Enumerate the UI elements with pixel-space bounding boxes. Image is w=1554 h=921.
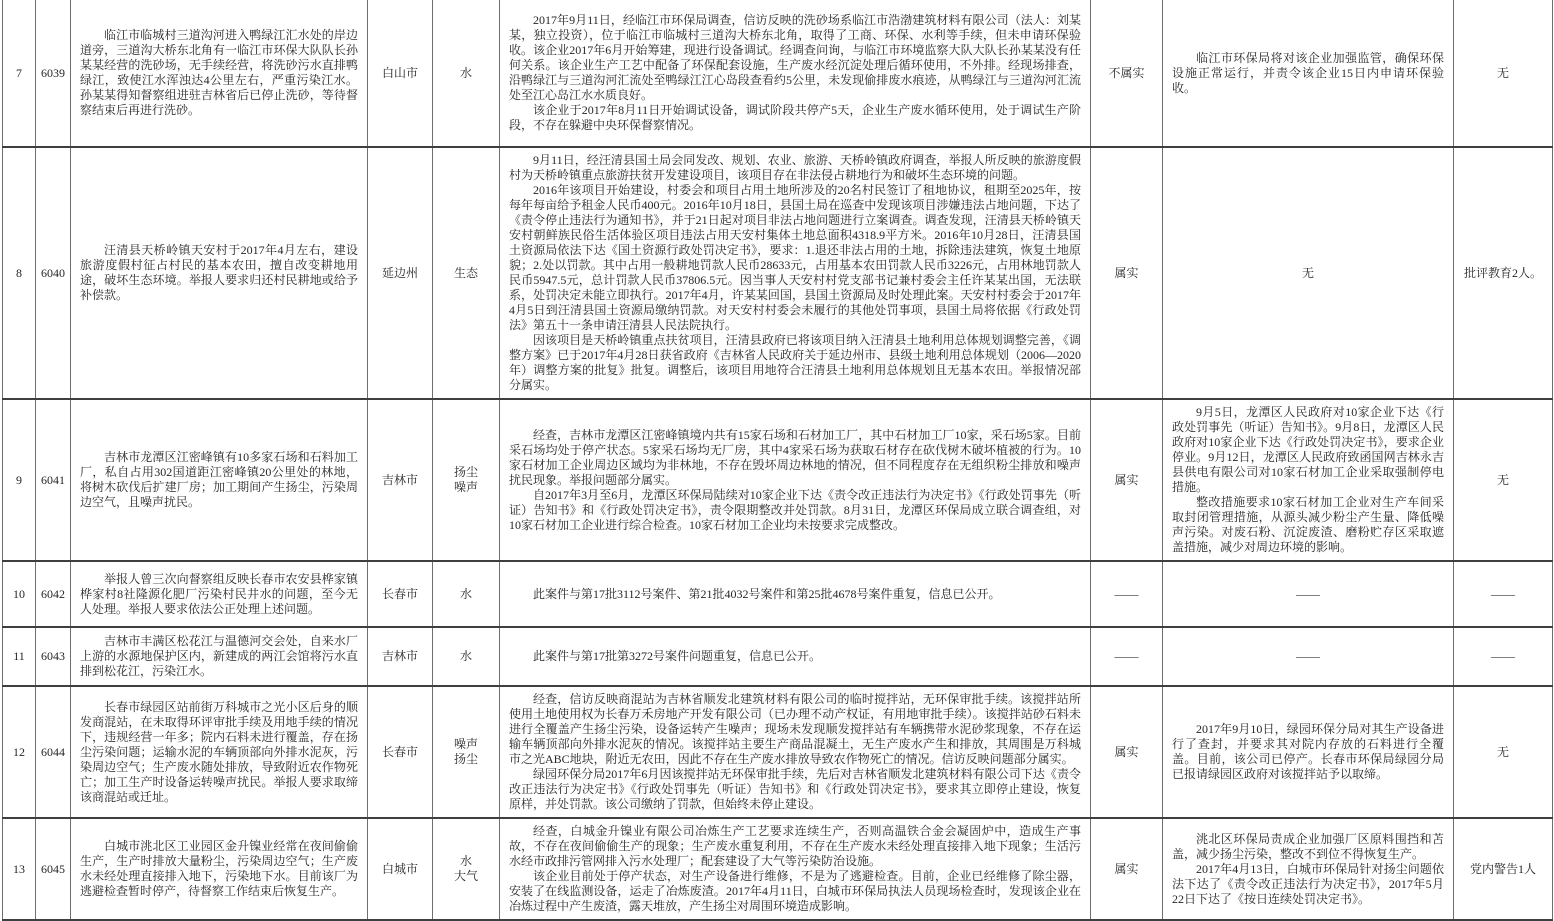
handling-cell (1163, 627, 1454, 686)
seq-cell (3, 0, 36, 147)
investigation-cell-paragraph: 经查，吉林市龙潭区江密峰镇境内共有15家石场和石材加工厂，其中石材加工厂10家，采石场5家。目前采石场均处于停产状态。5家采石场均无厂房，其中4家采石场为获取石材存在砍伐树木破坏植被的行为。10家石材加工企业周边区域均为非林地，不存在毁坏周边林地的情况，但不同程度存在无组织粉尘排放和噪声扰民现象。举报问题部分属实。 (509, 427, 1081, 487)
category-line: 扬尘 (453, 465, 478, 479)
complaint-cell-paragraph: 吉林市龙潭区江密峰镇有10多家石场和石料加工厂，私自占用302国道距江密峰镇20公里处的林地，将树木砍伐后扩建厂房；加工期间产生扬尘，污染周边空气，且噪声扰民。 (80, 450, 358, 509)
handling-cell (1163, 0, 1454, 147)
city-cell-text: 延边州 (381, 265, 418, 280)
complaint-cell-paragraph: 吉林市丰满区松花江与温德河交会处，自来水厂上游的水源地保护区内，新建成的两江会馆将污水直排到松花江，污染江水。 (80, 634, 358, 678)
handling-cell-paragraph: —— (1296, 586, 1320, 601)
complaint-cell (71, 627, 368, 686)
case-no-cell (36, 561, 71, 627)
seq-cell-text: 7 (16, 65, 22, 80)
city-cell (368, 627, 433, 686)
accountability-cell-text: 无 (1496, 65, 1509, 80)
case-no-cell-text: 6039 (41, 65, 65, 80)
handling-cell-paragraph: 临江市环保局将对该企业加强监管，确保环保设施正常运行，并责令该企业15日内申请环保验收。 (1172, 50, 1444, 95)
verified-cell (1091, 818, 1163, 920)
investigation-cell-paragraph: 经查，信访反映商混站为吉林省顺发北建筑材料有限公司的临时搅拌站，无环保审批手续。该搅拌站所使用土地使用权为长春万禾房地产开发有限公司（已办理不动产权证，有用地审批手续）。该搅拌站砂石料未进行全覆盖产生扬尘污染，设备运转产生噪声；现场未发现顺发搅拌站有车辆携带水泥砂浆现象，不存在运输车辆顶部向外排水泥灰的情况。该搅拌站主要生产商品混凝土，无生产废水产生和排放，其周围是万科城市之光ABC地块，附近无农田，因此不存在生产废水排放导致农作物死亡的情况。信访反映问题部分属实。 (509, 692, 1081, 766)
verified-cell (1091, 0, 1163, 147)
investigation-cell-paragraph: 2016年该项目开始建设，村委会和项目占用土地所涉及的20名村民签订了租地协议，租期至2025年，按每年每亩给予租金人民币400元。2016年10月18日，县国土局在巡查中发现该项目涉嫌违法占地问题，下达了《责令停止违法行为通知书》，并于21日起对项目非法占地问题进行立案调查。调查发现，汪清县天桥岭镇天安村朝鲜族民俗生活体验区项目违法占用天安村集体土地总面积4318.9平方米。2016年10月28日，汪清县国土资源局依法下达《国土资源行政处罚决定书》，要求：1.退还非法占用的土地，拆除违法建筑，恢复土地原貌；2.处以罚款。其中占用一般耕地罚款人民币28633元，占用基本农田罚款人民币3226元，占用林地罚款人民币5947.5元，总计罚款人民币37806.5元。因当事人天安村村党支部书记兼村委会主任许某某出国，无法联系，处罚决定未能立即执行。2017年4月，许某某回国，县国土资源局及时处理此案。天安村村委会于2017年4月5日到汪清县国土资源局缴纳罚款。对天安村村委会未履行的其他处罚事项，县国土局将依据《行政处罚法》第五十一条申请汪清县人民法院执行。 (509, 183, 1081, 332)
accountability-cell (1454, 818, 1553, 920)
complaint-cell (71, 818, 368, 920)
handling-cell (1163, 818, 1454, 920)
investigation-cell-paragraph: 此案件与第17批3112号案件、第21批4032号案件和第25批4678号案件重复，信息已公开。 (533, 586, 1001, 601)
handling-cell-paragraph: 2017年4月13日，白城市环保局针对扬尘问题依法下达了《责令改正违法行为决定书》，2017年5月22日下达了《按日连续处罚决定书》。 (1172, 861, 1444, 906)
investigation-cell (500, 561, 1091, 627)
case-no-cell-text: 6041 (41, 472, 65, 487)
verified-cell (1091, 561, 1163, 627)
verified-cell-text: —— (1114, 586, 1139, 601)
complaint-cell-paragraph: 汪清县天桥岭镇天安村于2017年4月左右，建设旅游度假村征占村民的基本农田，擅自改变耕地用途，破坏生态环境。举报人要求归还村民耕地或给予补偿款。 (80, 243, 358, 302)
seq-cell (3, 627, 36, 686)
table-row (3, 686, 1553, 818)
table-row (3, 147, 1553, 399)
inspection-cases-table (2, 0, 1553, 921)
investigation-cell-paragraph: 经查，白城金升镍业有限公司冶炼生产工艺要求连续生产，否则高温铁合金会凝固炉中，造成生产事故，不存在夜间偷偷生产的现象；生产废水重复利用，不存在生产废水未经处理直接排入地下现象；生活污水经市政排污管网排入污水处理厂；配套建设了大气等污染防治设施。 (509, 824, 1081, 868)
category-line: 生态 (453, 265, 478, 280)
investigation-cell-paragraph: 该企业于2017年8月11日开始调试设备，调试阶段共停产5天，企业生产废水循环使用，处于调试生产阶段，不存在躲避中央环保督察情况。 (509, 103, 1081, 132)
category-line: 水 (459, 65, 472, 80)
category-line: 水 (459, 854, 472, 868)
handling-cell-paragraph: 整改措施要求10家石材加工企业对生产车间采取封闭管理措施，从源头减少粉尘产生量、降低噪声污染。对废石粉、沉淀废渣、磨粉贮存区采取遮盖措施，减少对周边环境的影响。 (1172, 495, 1444, 554)
seq-cell-text: 13 (13, 861, 25, 876)
investigation-cell-paragraph: 此案件与第17批第3272号案件问题重复，信息已公开。 (533, 649, 822, 663)
case-no-cell (36, 147, 71, 399)
complaint-cell (71, 686, 368, 818)
verified-cell (1091, 627, 1163, 686)
case-no-cell-text: 6042 (41, 586, 65, 601)
complaint-cell (71, 0, 368, 147)
category-line: 水 (459, 649, 472, 663)
handling-cell-paragraph: 2017年9月10日，绿园环保分局对其生产设备进行了查封，并要求其对院内存放的石料进行全覆盖。目前，该公司已停产。长春市环保局绿园分局已报请绿园区政府对该搅拌站予以取缔。 (1172, 722, 1444, 781)
city-cell-text: 长春市 (381, 744, 418, 759)
city-cell (368, 818, 433, 920)
case-no-cell (36, 0, 71, 147)
investigation-cell-paragraph: 该企业目前处于停产状态，对生产设备进行维修，不是为了逃避检查。目前，企业已经维修了除尘器，安装了在线监测设备，运走了冶炼废渣。2017年4月11日，白城市环保局执法人员现场检查时，发现该企业在冶炼过程中产生废渣，露天堆放，产生扬尘对周围环境造成影响。 (509, 869, 1081, 913)
complaint-cell-paragraph: 长春市绿园区站前街万科城市之光小区后身的顺发商混站，在未取得环评审批手续及用地手续的情况下，违规经营一年多；院内石料未进行覆盖，存在扬尘污染问题；运输水泥的车辆顶部向外排水泥灰，污染周边空气；生产废水随处排放，导致附近农作物死亡；加工生产时设备运转噪声扰民。举报人要求取缔该商混站或迁址。 (80, 699, 358, 804)
category-cell (433, 147, 500, 399)
category-cell (433, 561, 500, 627)
case-no-cell-text: 6043 (41, 649, 65, 663)
seq-cell-text: 9 (16, 472, 22, 487)
category-cell (433, 627, 500, 686)
accountability-cell-text: —— (1491, 586, 1515, 601)
investigation-cell-paragraph: 因该项目是天桥岭镇重点扶贫项目，汪清县政府已将该项目纳入汪清县土地利用总体规划调整完善，《调整方案》已于2017年4月28日获省政府《吉林省人民政府关于延边州市、县级土地利用总体规划（2006—2020年）调整方案的批复》批复。调整后，该项目用地符合汪清县土地利用总体规划且无基本农田。举报情况部分属实。 (509, 333, 1081, 392)
investigation-cell (500, 627, 1091, 686)
city-cell (368, 561, 433, 627)
case-no-cell (36, 686, 71, 818)
verified-cell (1091, 686, 1163, 818)
table-row (3, 818, 1553, 920)
seq-cell-text: 11 (13, 649, 25, 663)
seq-cell-text: 8 (16, 265, 22, 280)
investigation-cell (500, 686, 1091, 818)
case-no-cell (36, 627, 71, 686)
verified-cell-text: 属实 (1114, 472, 1139, 487)
city-cell (368, 399, 433, 561)
accountability-cell-text: 批评教育2人。 (1463, 265, 1542, 280)
category-cell (433, 399, 500, 561)
investigation-cell (500, 818, 1091, 920)
accountability-cell-text: 无 (1496, 744, 1509, 759)
seq-cell-text: 12 (13, 744, 25, 759)
investigation-cell-paragraph: 绿园环保分局2017年6月因该搅拌站无环保审批手续，先后对吉林省顺发北建筑材料有限公司下达《责令改正违法行为决定书》《行政处罚事先（听证）告知书》和《行政处罚决定书》，要求其立即停止建设，恢复原样，并处罚款。该公司缴纳了罚款，但始终未停止建设。 (509, 767, 1081, 811)
city-cell-text: 白城市 (381, 861, 418, 876)
complaint-cell-paragraph: 举报人曾三次向督察组反映长春市农安县桦家镇桦家村8社隆源化肥厂污染村民井水的问题，至今无人处理。举报人要求依法公正处理上述问题。 (80, 571, 358, 616)
city-cell (368, 686, 433, 818)
seq-cell (3, 399, 36, 561)
accountability-cell (1454, 686, 1553, 818)
case-table-body (3, 0, 1553, 920)
accountability-cell-text: 党内警告1人 (1469, 861, 1536, 876)
investigation-cell-paragraph: 2017年9月11日，经临江市环保局调查，信访反映的洗砂场系临江市浩渤建筑材料有限公司（法人：刘某某，独立投资），位于临江市临城村三道沟大桥东北角，取得了工商、环保、水利等手续，但未申请环保验收。该企业2017年6月开始筹建，现进行设备调试。经调查问询，与临江市环境监察大队大队长孙某某没有任何关系。该企业生产工艺中配备了环保配套设施，生产废水经沉淀处理后循环使用，不外排。经现场排查，沿鸭绿江与三道沟河汇流处至鸭绿江江心岛段查看约5公里，未发现偷排废水痕迹，从鸭绿江与三道沟河汇流处至江心岛江水水质良好。 (509, 13, 1081, 102)
verified-cell-text: 不属实 (1108, 65, 1145, 80)
table-row (3, 0, 1553, 147)
verified-cell-text: 属实 (1114, 861, 1139, 876)
complaint-cell-paragraph: 临江市临城村三道沟河进入鸭绿江汇水处的岸边道旁，三道沟大桥东北角有一临江市环保大队队长孙某某经营的洗砂场，无手续经营，将洗砂污水直排鸭绿江，致使江水浑浊达4公里左右，严重污染江水。孙某某得知督察组进驻吉林省后已停止洗砂，等待督察结束后再进行洗砂。 (80, 28, 358, 117)
accountability-cell-text: 无 (1496, 472, 1509, 487)
verified-cell-text: 属实 (1114, 265, 1139, 280)
city-cell (368, 0, 433, 147)
handling-cell-paragraph: 无 (1301, 265, 1314, 280)
accountability-cell (1454, 0, 1553, 147)
category-line: 扬尘 (453, 752, 478, 766)
investigation-cell (500, 147, 1091, 399)
accountability-cell-text: —— (1491, 649, 1515, 663)
category-cell (433, 0, 500, 147)
category-line: 噪声 (453, 737, 478, 751)
case-no-cell-text: 6040 (41, 265, 65, 280)
case-no-cell (36, 818, 71, 920)
seq-cell (3, 147, 36, 399)
handling-cell (1163, 686, 1454, 818)
case-no-cell (36, 399, 71, 561)
category-cell (433, 818, 500, 920)
handling-cell-paragraph: —— (1296, 649, 1320, 663)
accountability-cell (1454, 561, 1553, 627)
case-no-cell-text: 6044 (41, 744, 65, 759)
category-line: 噪声 (453, 480, 478, 494)
city-cell-text: 吉林市 (381, 649, 418, 663)
city-cell-text: 长春市 (381, 586, 418, 601)
category-line: 大气 (453, 869, 478, 883)
verified-cell-text: 属实 (1114, 744, 1139, 759)
accountability-cell (1454, 399, 1553, 561)
handling-cell (1163, 147, 1454, 399)
complaint-cell (71, 561, 368, 627)
category-line: 水 (459, 586, 472, 601)
seq-cell (3, 686, 36, 818)
seq-cell-text: 10 (13, 586, 25, 601)
case-no-cell-text: 6045 (41, 861, 65, 876)
verified-cell-text: —— (1114, 649, 1139, 663)
complaint-cell (71, 147, 368, 399)
investigation-cell-paragraph: 自2017年3月至6月，龙潭区环保局陆续对10家企业下达《责令改正违法行为决定书》《行政处罚事先（听证）告知书》和《行政处罚决定书》，责令限期整改并处罚款。8月31日，龙潭区环保局成立联合调查组，对10家石材加工企业进行综合检查。10家石材加工企业均未按要求完成整改。 (509, 487, 1081, 532)
category-cell (433, 686, 500, 818)
handling-cell (1163, 561, 1454, 627)
accountability-cell (1454, 627, 1553, 686)
verified-cell (1091, 147, 1163, 399)
handling-cell-paragraph: 9月5日，龙潭区人民政府对10家企业下达《行政处罚事先（听证）告知书》。9月8日，龙潭区人民政府对10家企业下达《行政处罚决定书》，要求企业停业。9月12日，龙潭区人民政府致函国网吉林永吉县供电有限公司对10家石材加工企业采取强制停电措施。 (1172, 405, 1444, 494)
complaint-cell (71, 399, 368, 561)
investigation-cell (500, 399, 1091, 561)
city-cell-text: 吉林市 (381, 472, 418, 487)
table-row (3, 399, 1553, 561)
city-cell (368, 147, 433, 399)
table-row (3, 627, 1553, 686)
investigation-cell-paragraph: 9月11日，经汪清县国土局会同发改、规划、农业、旅游、天桥岭镇政府调查，举报人所反映的旅游度假村为天桥岭镇重点旅游扶贫开发建设项目，该项目存在非法侵占耕地行为和破坏生态环境的问题。 (509, 153, 1081, 182)
handling-cell (1163, 399, 1454, 561)
seq-cell (3, 818, 36, 920)
investigation-cell (500, 0, 1091, 147)
verified-cell (1091, 399, 1163, 561)
complaint-cell-paragraph: 白城市洮北区工业园区金升镍业经常在夜间偷偷生产，生产时排放大量粉尘，污染周边空气；生产废水未经处理直接排入地下，污染地下水。目前该厂为逃避检查暂时停产，待督察工作结束后恢复生产。 (80, 839, 358, 898)
accountability-cell (1454, 147, 1553, 399)
table-row (3, 561, 1553, 627)
handling-cell-paragraph: 洮北区环保局责成企业加强厂区原料围挡和苫盖，减少扬尘污染，整改不到位不得恢复生产。 (1172, 831, 1444, 861)
city-cell-text: 白山市 (381, 65, 418, 80)
seq-cell (3, 561, 36, 627)
